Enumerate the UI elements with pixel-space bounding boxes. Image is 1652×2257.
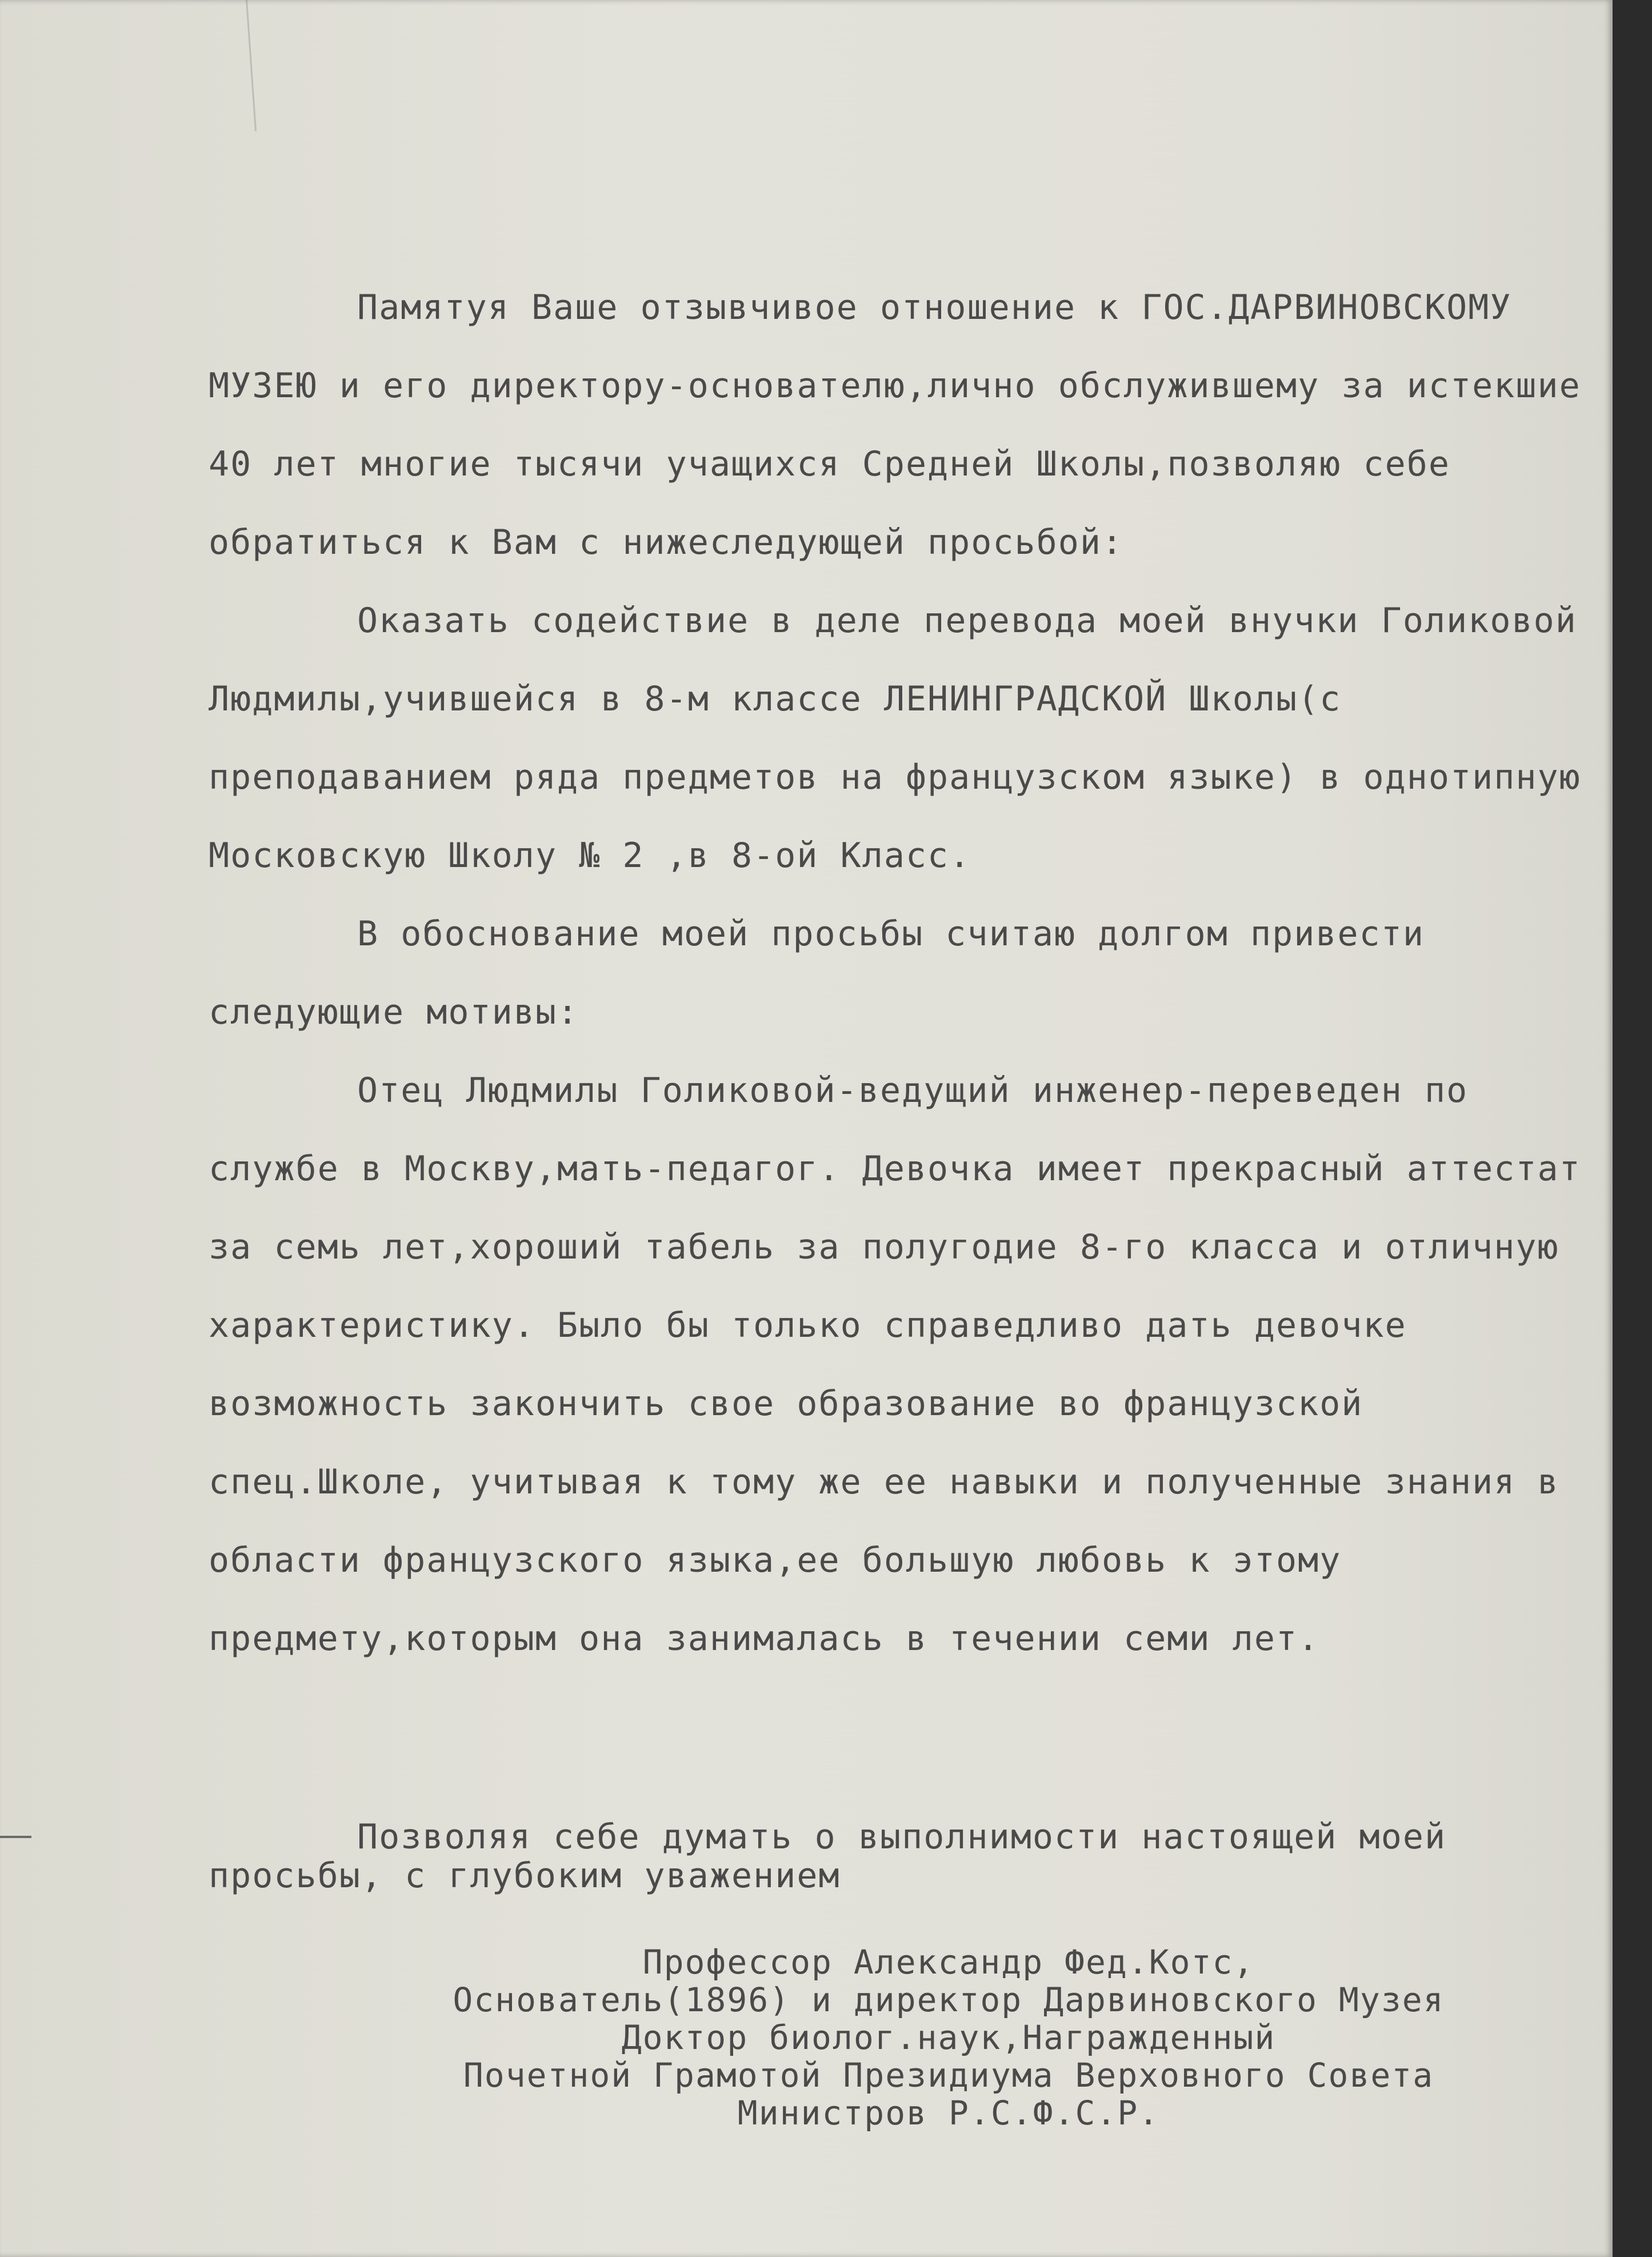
signature-line-degree: Доктор биолог.наук,Награжденный bbox=[621, 2018, 1276, 2057]
signature-line-award: Почетной Грамотой Президиума Верховного Совета bbox=[463, 2056, 1434, 2095]
letter-body bbox=[209, 269, 1603, 1678]
faint-bleedthrough bbox=[1303, 2132, 1486, 2223]
signature-line-name: Профессор Александр Фед.Котс, bbox=[642, 1943, 1255, 1982]
signature-line-founder: Основатель(1896) и директор Дарвиновского Музея bbox=[453, 1980, 1445, 2019]
pencil-mark bbox=[246, 0, 257, 131]
margin-mark bbox=[0, 1836, 31, 1838]
paragraph-request: Оказать содействие в деле перевода моей внучки Голиковой Людмилы,учившейся в 8-м классе ЛЕНИНГРАДСКОЙ Школы(с преподаванием ряда предметов на французском языке) в однотипную Московскую Школу № 2 ,в 8-ой Класс. bbox=[209, 601, 1603, 876]
paragraph-intro: Памятуя Ваше отзывчивое отношение к ГОС.ДАРВИНОВСКОМУ МУЗЕЮ и его директору-основателю,лично обслужившему за истекшие 40 лет многие тысячи учащихся Средней Школы,позволяю себе обратиться к Вам с нижеследующей просьбой: bbox=[209, 287, 1603, 562]
signature-line-ministry: Министров Р.С.Ф.С.Р. bbox=[737, 2094, 1160, 2132]
letter-closing: Позволяя себе думать о выполнимости настоящей моей просьбы, с глубоким уважением bbox=[209, 1817, 1469, 1896]
signature-block bbox=[320, 1943, 1577, 2132]
paragraph-justification: В обоснование моей просьбы считаю долгом привести следующие мотивы: bbox=[209, 914, 1447, 1032]
paragraph-motives: Отец Людмилы Голиковой-ведущий инженер-переведен по службе в Москву,мать-педагог. Девочка имеет прекрасный аттестат за семь лет,хороший табель за полугодие 8-го класса и отличную характеристику. Было бы только справедливо дать девочке возможность закончить свое образование во французской спец.Школе, учитывая к тому же ее навыки и полученные знания в области французского языка,ее большую любовь к этому предмету,которым она занималась в течении семи лет. bbox=[209, 1070, 1603, 1659]
